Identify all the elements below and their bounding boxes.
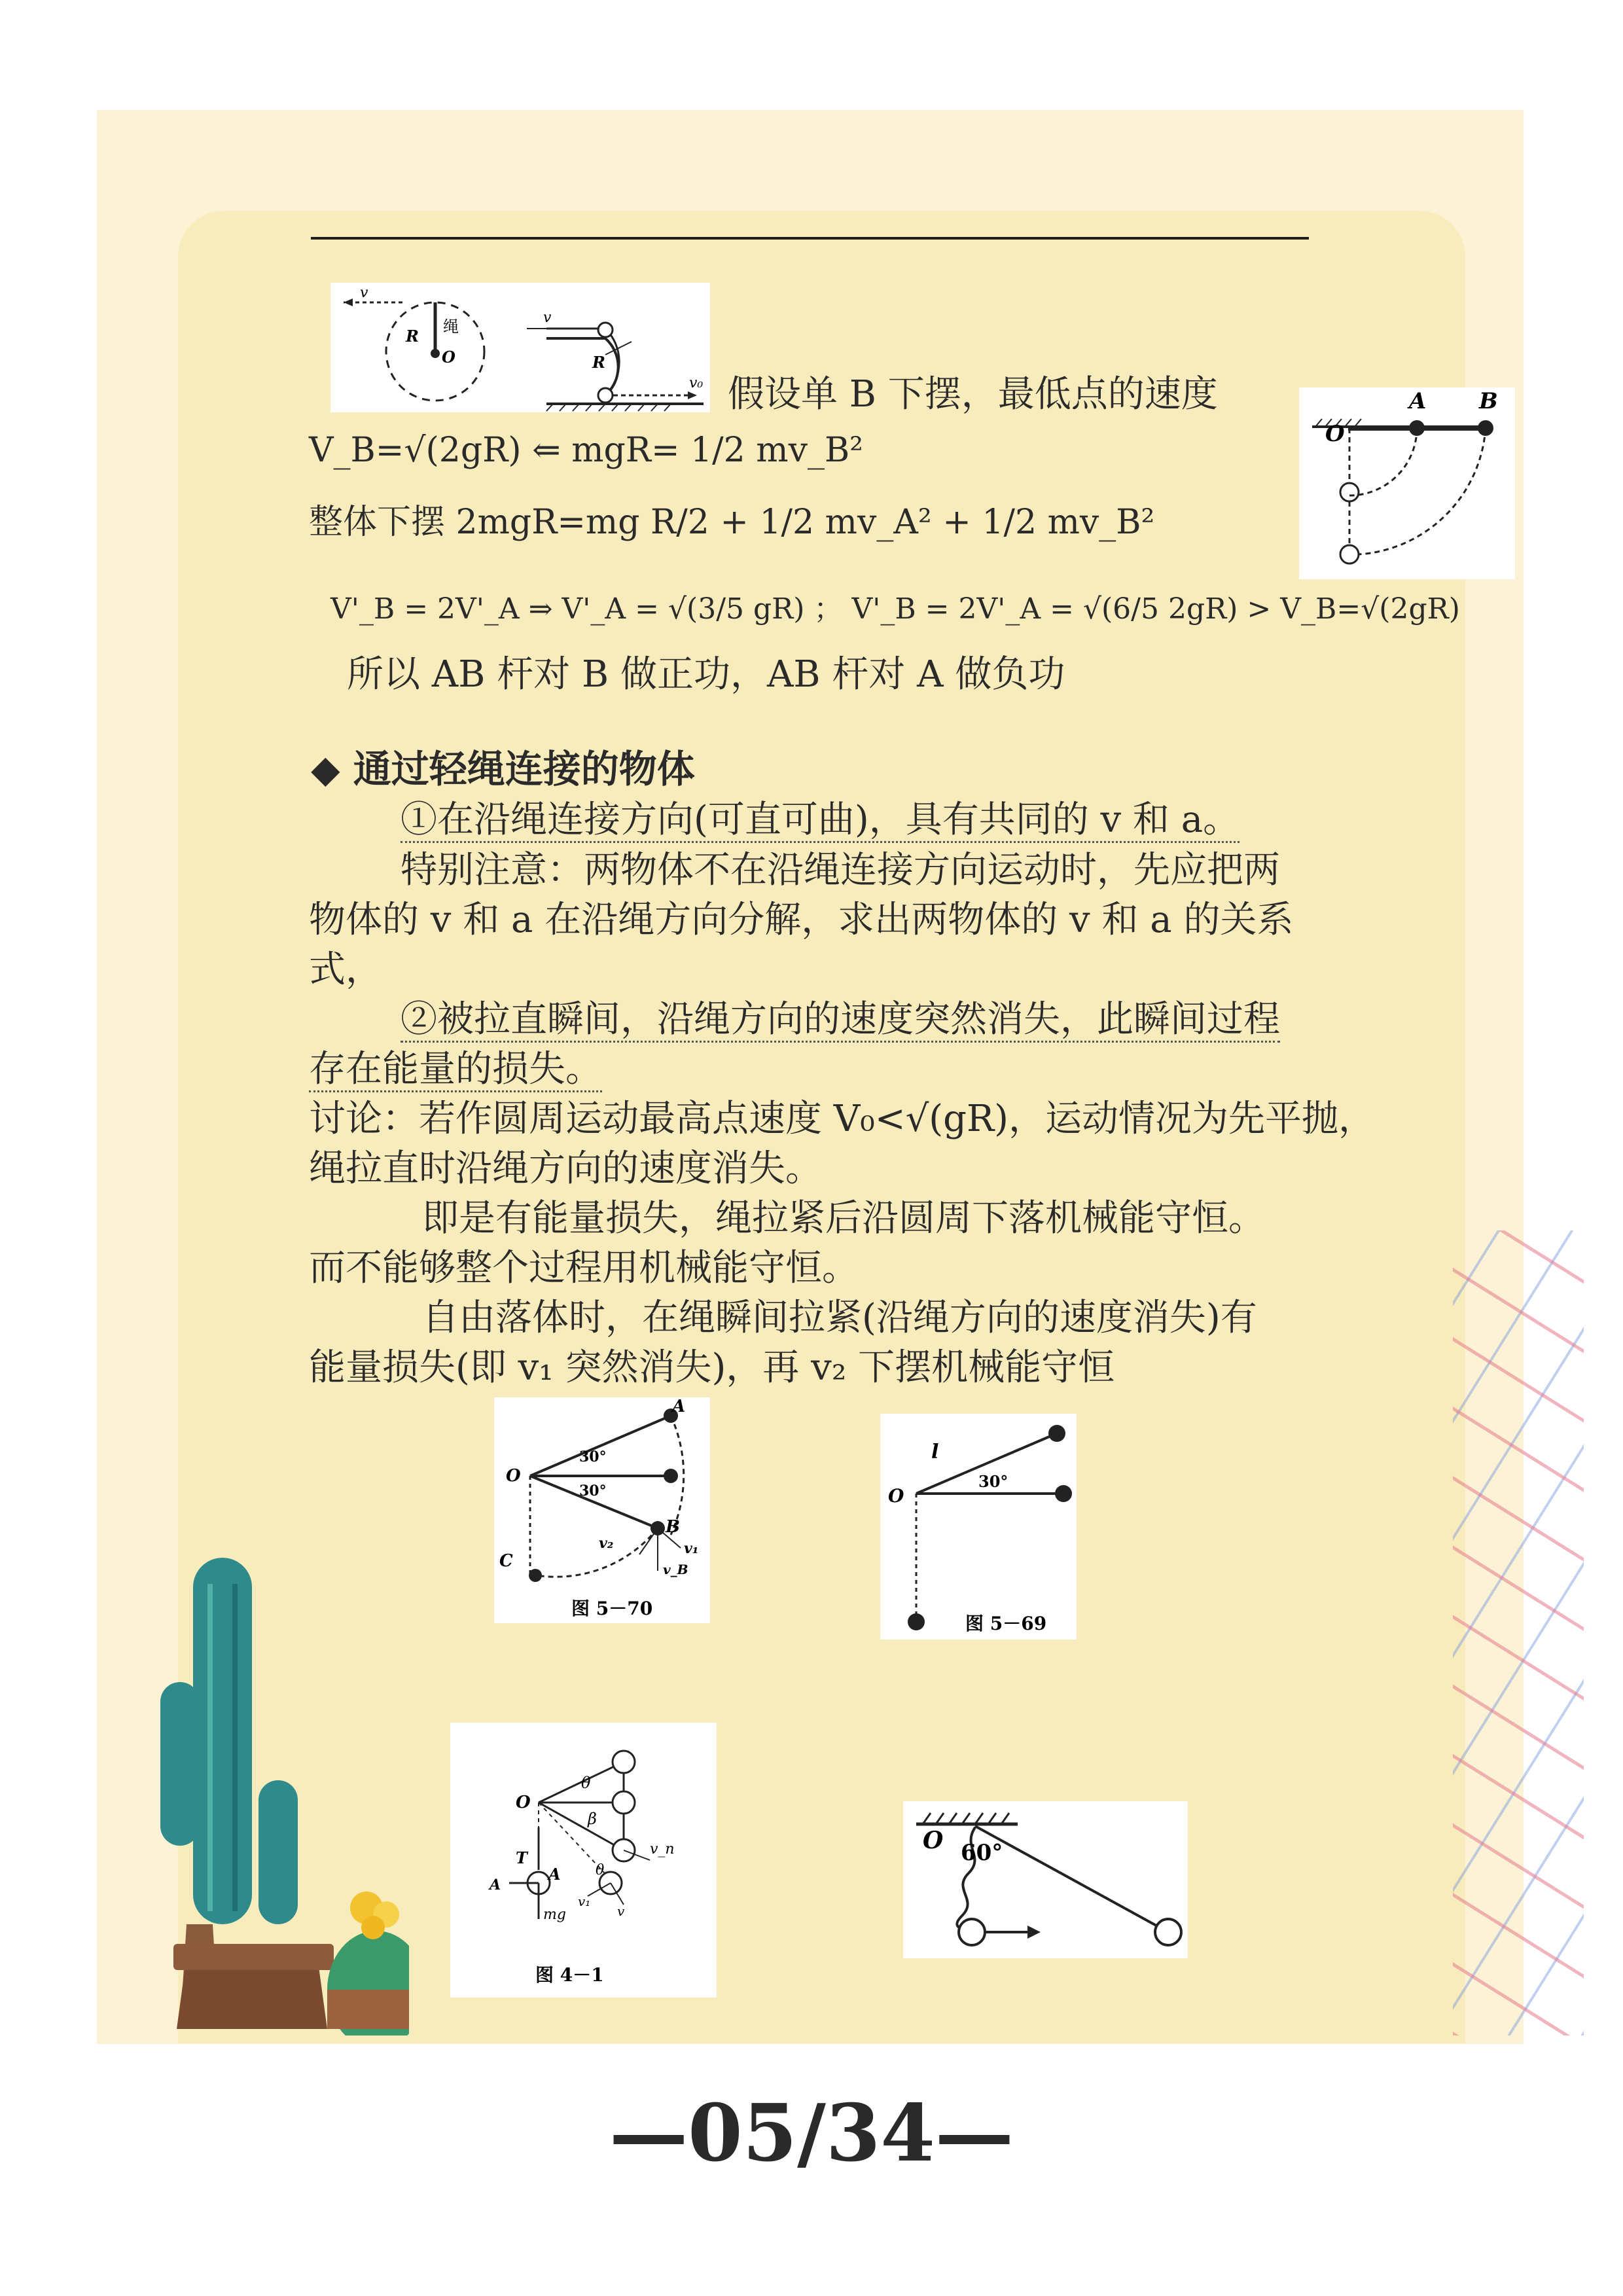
text-p6a: 自由落体时，在绳瞬间拉紧(沿绳方向的速度消失)有 [422,1297,1257,1339]
svg-text:v: v [360,285,368,301]
svg-text:30°: 30° [579,1482,607,1499]
svg-text:v: v [543,310,552,326]
svg-text:图 5－69: 图 5－69 [965,1613,1047,1634]
svg-text:O: O [442,348,455,367]
svg-text:60°: 60° [961,1840,1003,1866]
svg-text:A: A [1409,388,1427,414]
text-line1: 假设单 B 下摆，最低点的速度 [728,373,1218,416]
text-p5b: 而不能够整个过程用机械能守恒。 [309,1247,859,1289]
svg-text:O: O [888,1485,904,1507]
svg-text:C: C [499,1551,513,1571]
svg-text:v₀: v₀ [689,375,704,391]
svg-text:图 5－70: 图 5－70 [571,1598,653,1619]
svg-text:O: O [506,1466,521,1486]
svg-text:v: v [617,1903,625,1919]
formula-whole: 整体下摆 2mgR=mg R/2 + 1/2 mv_A² + 1/2 mv_B² [309,503,1155,542]
text-p4a: 讨论：若作圆周运动最高点速度 V₀<√(gR)，运动情况为先平抛， [309,1098,1376,1140]
svg-text:A: A [548,1865,561,1884]
svg-text:R: R [592,353,605,372]
svg-text:O: O [923,1827,944,1854]
text-p6b: 能量损失(即 v₁ 突然消失)，再 v₂ 下摆机械能守恒 [309,1346,1115,1389]
svg-text:30°: 30° [978,1472,1008,1491]
svg-text:θ: θ [596,1862,605,1878]
text-p2c: 式， [309,948,382,991]
svg-text:v₁: v₁ [578,1893,591,1909]
svg-text:图 4－1: 图 4－1 [535,1964,604,1986]
page-number: —05/34— [609,2087,1014,2179]
svg-text:30°: 30° [579,1448,607,1465]
svg-text:θ: θ [581,1774,591,1792]
svg-text:O: O [1325,421,1345,447]
text-p3a-content: ②被拉直瞬间，沿绳方向的速度突然消失，此瞬间过程 [401,998,1280,1043]
text-p1-content: ①在沿绳连接方向(可直可曲)，具有共同的 v 和 a。 [401,798,1240,843]
text-p3b [309,1045,602,1094]
formula-ratio: V'_B = 2V'_A ⇒ V'_A = √(3/5 gR) ； V'_B = 2V'_A = √(6/5 2gR) > V_B=√(2gR) [330,592,1460,626]
svg-text:A: A [672,1397,686,1416]
svg-text:v_n: v_n [650,1841,675,1857]
figure-circle-rope [330,283,710,412]
svg-text:B: B [666,1517,680,1537]
text-p3a [401,995,1280,1045]
text-p2a: 特别注意：两物体不在沿绳连接方向运动时，先应把两 [401,849,1280,891]
svg-text:O: O [516,1793,531,1812]
svg-text:B: B [1479,388,1498,414]
section-heading: ◆ 通过轻绳连接的物体 [311,747,695,791]
decorative-grid [1453,1230,1584,2036]
text-p3b-content: 存在能量的损失。 [309,1048,602,1092]
text-p1 [401,795,1240,845]
svg-text:A: A [490,1876,501,1893]
svg-text:l: l [931,1441,939,1463]
figure-5-70 [494,1397,710,1623]
top-rule [311,237,1309,240]
svg-text:v_B: v_B [663,1562,688,1577]
figure-rod-ab [1299,387,1515,579]
svg-text:R: R [406,327,419,346]
figure-4-1 [450,1723,717,1998]
text-p2b: 物体的 v 和 a 在沿绳方向分解，求出两物体的 v 和 a 的关系 [309,899,1294,941]
cactus-illustration [95,1558,409,2036]
svg-text:β: β [588,1810,597,1828]
figure-60deg [903,1801,1188,1958]
svg-text:mg: mg [543,1907,566,1923]
text-conclusion: 所以 AB 杆对 B 做正功，AB 杆对 A 做负功 [347,653,1065,696]
formula-vb: V_B=√(2gR) ⇐ mgR= 1/2 mv_B² [309,431,864,470]
svg-text:v₁: v₁ [684,1540,699,1557]
text-p4b: 绳拉直时沿绳方向的速度消失。 [309,1147,822,1190]
svg-text:v₂: v₂ [599,1535,614,1552]
svg-text:绳: 绳 [443,317,459,336]
text-p5a: 即是有能量损失，绳拉紧后沿圆周下落机械能守恒。 [422,1197,1265,1240]
figure-5-69 [880,1414,1077,1640]
svg-text:T: T [516,1848,527,1867]
